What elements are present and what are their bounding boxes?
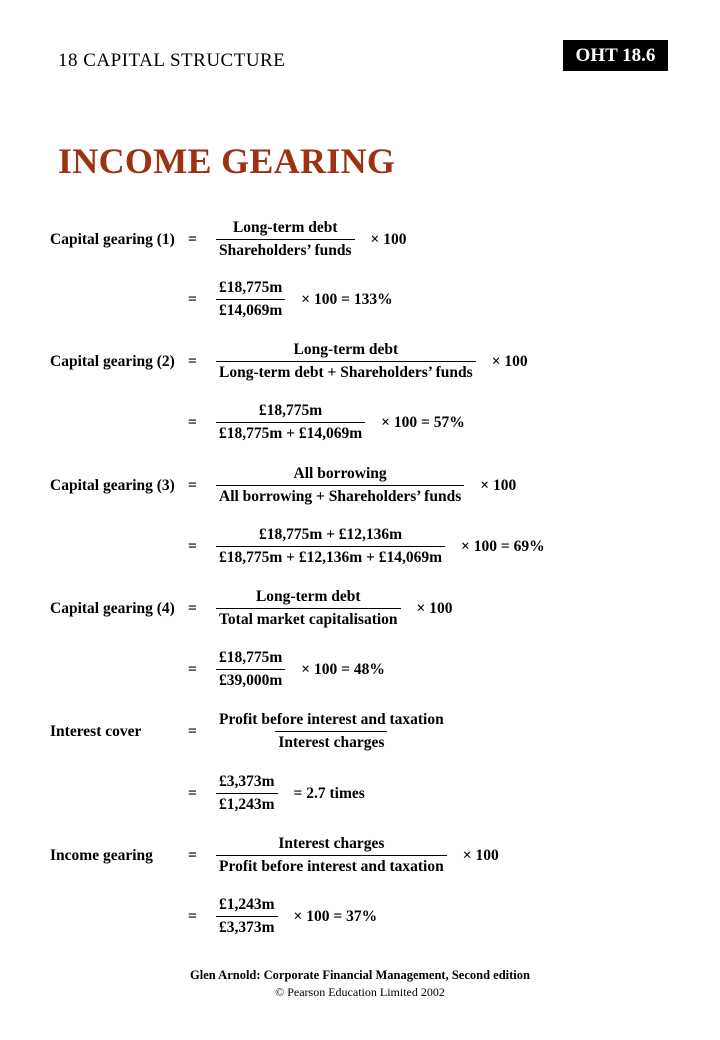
numerator: £18,775m [219, 649, 283, 666]
footer-copyright: © Pearson Education Limited 2002 [275, 985, 445, 999]
multiplier: × 100 [370, 230, 407, 248]
result: × 100 = 37% [293, 907, 378, 925]
oht-badge: OHT 18.6 [563, 40, 668, 71]
result: × 100 = 133% [301, 290, 393, 308]
formula-row-capital-gearing-2-values [50, 402, 465, 443]
formula-row-capital-gearing-2 [50, 341, 528, 382]
numerator: Long-term debt [293, 341, 399, 358]
denominator: Total market capitalisation [216, 608, 401, 629]
denominator: £1,243m [216, 793, 278, 814]
result: × 100 = 48% [301, 660, 385, 678]
formula-label: Capital gearing (3) [50, 476, 175, 494]
equals-sign: = [188, 290, 197, 308]
denominator: Interest charges [275, 731, 387, 752]
equals-sign: = [188, 537, 197, 555]
formula-row-capital-gearing-3 [50, 465, 516, 506]
equals-sign: = [188, 230, 197, 248]
formula-row-interest-cover-values [50, 773, 365, 814]
formula-label: Capital gearing (1) [50, 230, 175, 248]
equals-sign: = [188, 599, 197, 617]
fraction [212, 711, 451, 752]
formula-row-capital-gearing-4-values [50, 649, 385, 690]
result: × 100 = 69% [461, 537, 545, 555]
formula-label: Capital gearing (2) [50, 352, 175, 370]
multiplier: × 100 [491, 352, 528, 370]
denominator: Long-term debt + Shareholders’ funds [216, 361, 476, 382]
equals-sign: = [188, 476, 197, 494]
fraction [212, 341, 480, 382]
footer-citation: Glen Arnold: Corporate Financial Management, Second edition [190, 968, 530, 982]
numerator: £18,775m [219, 279, 283, 296]
numerator: £3,373m [219, 773, 275, 790]
numerator: Long-term debt [232, 219, 338, 236]
formula-label: Income gearing [50, 846, 153, 864]
fraction [212, 773, 282, 814]
equals-sign: = [188, 846, 197, 864]
fraction [212, 835, 451, 876]
denominator: £39,000m [216, 669, 285, 690]
formula-label: Interest cover [50, 722, 142, 740]
denominator: £14,069m [216, 299, 285, 320]
formula-row-capital-gearing-1-values [50, 279, 393, 320]
fraction [212, 588, 405, 629]
denominator: £18,775m + £12,136m + £14,069m [216, 546, 445, 567]
numerator: £1,243m [219, 896, 275, 913]
fraction [212, 219, 359, 260]
numerator: £18,775m [258, 402, 323, 419]
numerator: All borrowing [293, 465, 387, 482]
equals-sign: = [188, 352, 197, 370]
fraction [212, 896, 282, 937]
denominator: £3,373m [216, 916, 278, 937]
formula-row-income-gearing [50, 835, 499, 876]
fraction [212, 279, 289, 320]
multiplier: × 100 [480, 476, 517, 494]
denominator: £18,775m + £14,069m [216, 422, 365, 443]
formula-row-capital-gearing-3-values [50, 526, 545, 567]
formula-row-income-gearing-values [50, 896, 377, 937]
formula-label: Capital gearing (4) [50, 599, 175, 617]
equals-sign: = [188, 660, 197, 678]
numerator: Long-term debt [255, 588, 361, 605]
formula-row-capital-gearing-1 [50, 219, 406, 260]
fraction [212, 649, 289, 690]
result: × 100 = 57% [381, 413, 465, 431]
numerator: £18,775m + £12,136m [258, 526, 403, 543]
equals-sign: = [188, 722, 197, 740]
numerator: Interest charges [278, 835, 385, 852]
denominator: Shareholders’ funds [216, 239, 355, 260]
chapter-heading: 18 CAPITAL STRUCTURE [58, 50, 286, 71]
formula-row-interest-cover [50, 711, 463, 752]
equals-sign: = [188, 907, 197, 925]
multiplier: × 100 [416, 599, 453, 617]
numerator: Profit before interest and taxation [219, 711, 444, 728]
equals-sign: = [188, 413, 197, 431]
fraction [212, 465, 468, 506]
fraction [212, 402, 369, 443]
page-title: INCOME GEARING [58, 141, 396, 181]
result: = 2.7 times [293, 784, 365, 802]
multiplier: × 100 [462, 846, 499, 864]
fraction [212, 526, 449, 567]
denominator: All borrowing + Shareholders’ funds [216, 485, 464, 506]
equals-sign: = [188, 784, 197, 802]
denominator: Profit before interest and taxation [216, 855, 447, 876]
formula-row-capital-gearing-4 [50, 588, 453, 629]
